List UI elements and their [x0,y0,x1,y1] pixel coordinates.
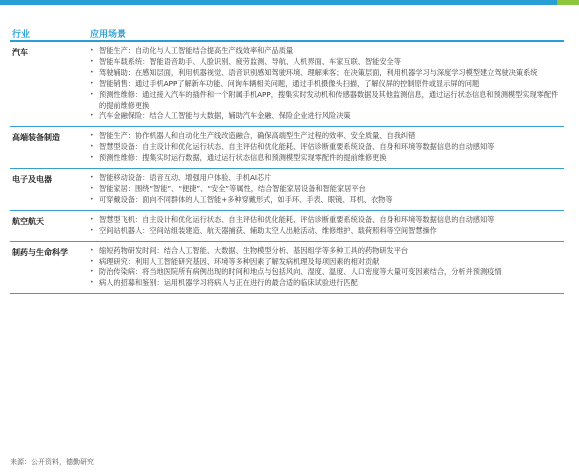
scenario-item [90,278,564,289]
scenario-text: 智能生产：协作机器人和自动化生产线改造融合，确保高端型生产过程的效率、安全质量、自我纠错 [99,131,416,141]
scenario-item [90,79,564,90]
scenario-text: 智能销售：通过手机APP了解新车功能、问询车辆相关问题，通过手机摄像头扫描，了解仪屏的控制原件或显示屏的问题 [99,78,480,88]
table-row [10,42,564,127]
industry-label: 制药与生命科学 [12,247,68,257]
scenario-item [90,142,564,153]
bullet-icon: • [90,132,94,140]
scenario-item [90,246,564,257]
bullet-icon: • [90,57,94,65]
scenario-list [90,246,564,290]
table-row [10,211,564,242]
bullet-icon: • [90,90,94,98]
industry-label: 电子及电器 [12,175,52,185]
industry-label: 高端装备制造 [12,133,60,143]
scenario-text: 可穿戴设备：面向不同群体的人工智能+多种穿戴形式，如手环、手表、眼镜、耳机、衣物等 [99,194,393,204]
bullet-icon: • [90,246,94,254]
table-row [10,169,564,211]
scenario-text: 智能家居：围绕“智能”、“便捷”、“安全”等属性，结合智能家居设备和智能家居平台 [99,183,366,193]
bullet-icon: • [90,174,94,182]
bullet-icon: • [90,257,94,265]
scenario-text: 缩短药物研发时间：结合人工智能、大数据、生物模型分析、基因组学等多种工具的药物研发平台 [99,245,409,255]
table-row [10,127,564,169]
scenario-text: 预测性维修：通过接入汽车的插件和一个附属手机APP，搜集实时发动机和传感器数据及其他监测信息，通过运行状态信息和预测模型实现零配件的提前维修更换 [99,89,559,110]
scenario-list [90,215,564,237]
scenario-text: 汽车金融保险：结合人工智能与大数据，辅助汽车金融、保险企业进行风险决策 [99,111,351,121]
scenario-item [90,173,564,184]
scenario-item [90,68,564,79]
bullet-icon: • [90,184,94,192]
header-scenario: 应用场景 [90,30,127,40]
bullet-icon: • [90,143,94,151]
bullet-icon: • [90,195,94,203]
scenario-text: 防治传染病：将当地医院所有病例出现的时间和地点与包括风向、湿度、温度、人口密度等大量可变因素结合，分析并预测疫情 [99,267,502,277]
application-table [10,22,564,294]
bullet-icon: • [90,215,94,223]
bullet-icon: • [90,112,94,120]
scenario-item [90,184,564,195]
scenario-text: 智能移动设备：语音互动、增强用户体验、手机AI芯片 [99,173,272,183]
scenario-item [90,131,564,142]
table-header [10,22,564,42]
header-industry: 行业 [12,30,31,40]
industry-label: 汽车 [12,48,28,57]
source-note: 来源：公开资料，德勤研究 [10,458,94,466]
bullet-icon: • [90,47,94,54]
scenario-item [90,226,564,237]
scenario-list [90,131,564,164]
scenario-text: 智能车载系统：智能语音助手、人脸识别、疲劳监测、导航、人机界面、车家互联、智能安全等 [99,56,401,66]
scenario-item [90,57,564,68]
scenario-text: 智慧型飞机：自主设计和优化运行状态、自主评估和优化能耗、评估诊断重要系统设备、自身和环境等数据信息的自动感知等 [99,214,495,224]
scenario-text: 空间站机器人：空间站组装建造、航天器捕获、辅助太空人出舱活动、维修维护、载荷照料等空间智慧操作 [99,225,437,235]
scenario-text: 智能生产：自动化与人工智能结合提高生产线效率和产品质量 [99,46,294,55]
scenario-text: 智慧型设备：自主设计和优化运行状态、自主评估和优化能耗、评估诊断重要系统设备、自身和环境等数据信息的自动感知等 [99,142,495,152]
scenario-item [90,153,564,164]
scenario-list [90,173,564,206]
scenario-text: 病理研究：利用人工智能研究基因、环境等多种因素了解发病机理及每项因素的相对贡献 [99,256,380,266]
scenario-list [90,46,564,122]
scenario-text: 驾驶辅助：在感知层面，利用机器视觉、语音识别感知驾驶环境、理解乘客；在决策层面，利用机器学习与深度学习模型建立驾驶决策系统 [99,67,538,77]
scenario-item [90,257,564,268]
bullet-icon: • [90,79,94,87]
scenario-item [90,111,564,122]
industry-label: 航空航天 [12,216,44,226]
scenario-item [90,267,564,278]
bullet-icon: • [90,226,94,234]
bullet-icon: • [90,279,94,287]
scenario-item [90,195,564,206]
scenario-text: 预测性维修：搜集实时运行数据，通过运行状态信息和预测模型实现零配件的提前维修更换 [99,153,387,163]
scenario-item [90,215,564,226]
bullet-icon: • [90,268,94,276]
scenario-item [90,90,564,112]
table-body [10,42,564,294]
top-accent-bar [0,0,579,5]
brand-green-mark [557,0,579,5]
table-row [10,242,564,295]
bullet-icon: • [90,154,94,162]
bullet-icon: • [90,68,94,76]
scenario-item [90,46,564,57]
scenario-text: 病人的招募和鉴别：运用机器学习将病人与正在进行的最合适的临床试验进行匹配 [99,278,358,288]
